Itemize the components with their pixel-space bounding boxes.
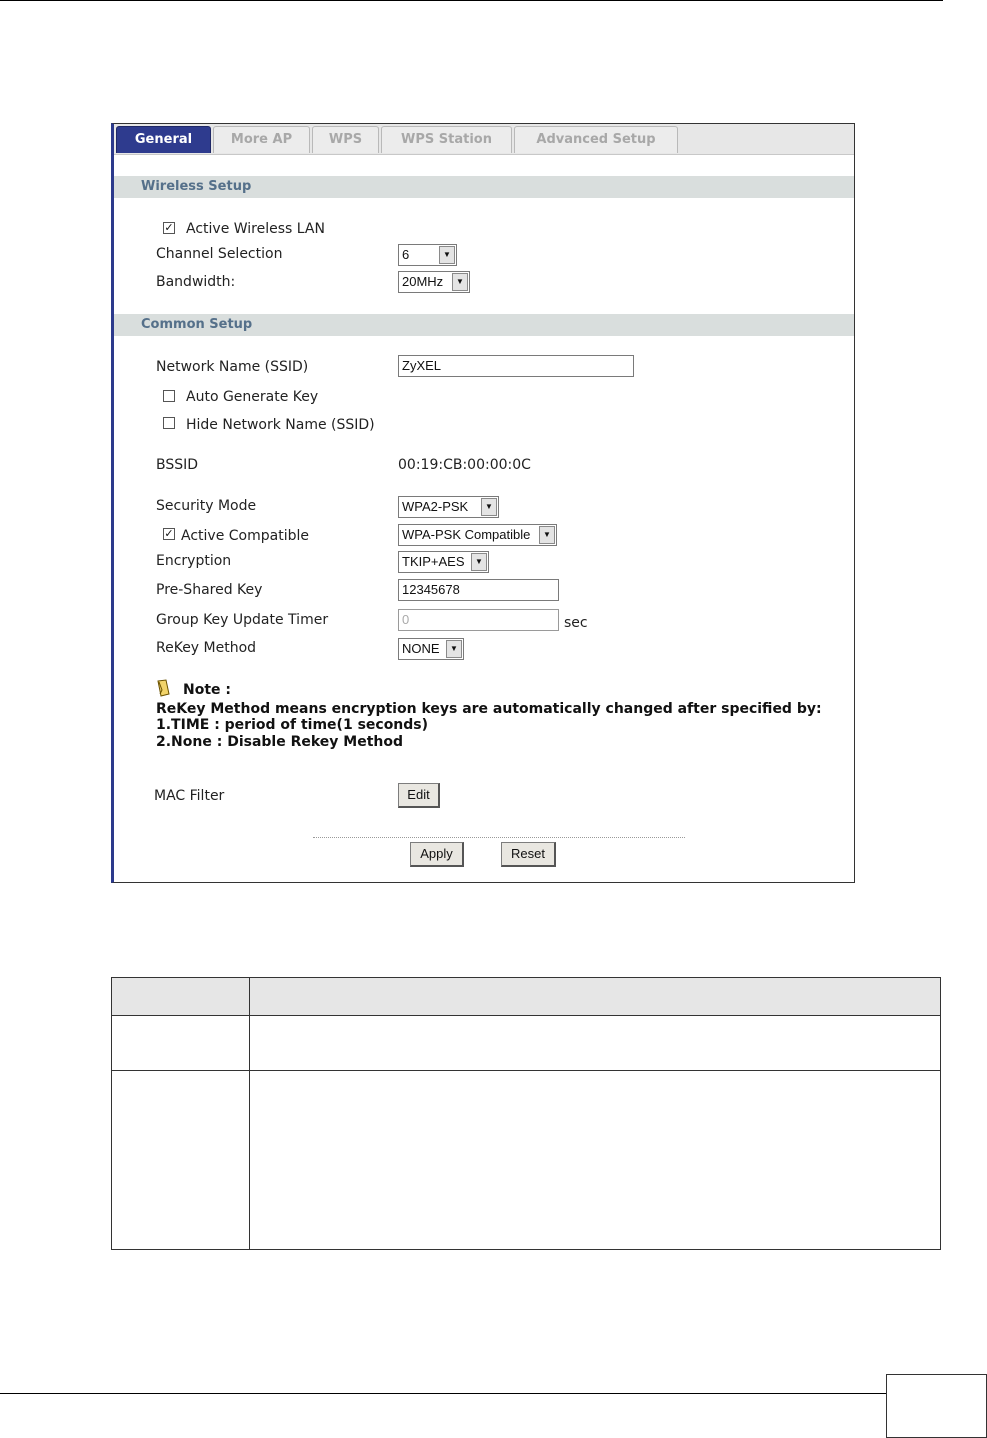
group-key-timer-unit: sec (564, 615, 588, 631)
mac-filter-edit-button[interactable]: Edit (398, 783, 440, 808)
table-cell (112, 1016, 250, 1071)
active-wireless-lan-checkbox[interactable]: ✓ (164, 221, 174, 234)
note-line-3: 2.None : Disable Rekey Method (156, 734, 404, 750)
encryption-select[interactable] (398, 551, 489, 573)
wireless-setup-heading: Wireless Setup (114, 176, 854, 198)
channel-selection-label: Channel Selection (156, 246, 283, 262)
ssid-input[interactable]: ZyXEL (398, 355, 634, 377)
hide-ssid-label: Hide Network Name (SSID) (186, 417, 375, 433)
bandwidth-label: Bandwidth: (156, 274, 236, 290)
chevron-down-icon: ▼ (539, 526, 555, 544)
security-mode-value: WPA2-PSK (402, 499, 469, 514)
mac-filter-label: MAC Filter (154, 788, 225, 804)
channel-select-value: 6 (402, 247, 410, 262)
description-table (111, 977, 941, 1250)
security-mode-select[interactable] (398, 496, 499, 518)
auto-generate-key-label: Auto Generate Key (186, 389, 319, 405)
tab-more-ap[interactable]: More AP (213, 126, 310, 153)
group-key-timer-label: Group Key Update Timer (156, 612, 329, 628)
rekey-method-value: NONE (402, 641, 440, 656)
tab-bar (114, 124, 854, 155)
bssid-label: BSSID (156, 457, 199, 473)
footer-rule (0, 1393, 886, 1394)
security-mode-label: Security Mode (156, 498, 257, 514)
tab-general[interactable]: General (116, 126, 211, 153)
encryption-label: Encryption (156, 553, 232, 569)
divider (313, 837, 685, 838)
rekey-method-label: ReKey Method (156, 640, 257, 656)
auto-generate-key-checkbox[interactable] (163, 390, 175, 402)
reset-button[interactable]: Reset (501, 842, 556, 867)
encryption-select-value: TKIP+AES (402, 554, 465, 569)
channel-select[interactable] (398, 244, 457, 266)
page-number-box (886, 1374, 987, 1438)
table-cell (250, 1016, 941, 1071)
group-key-timer-input[interactable]: 0 (398, 609, 559, 631)
pre-shared-key-label: Pre-Shared Key (156, 582, 263, 598)
table-header-cell (112, 978, 250, 1016)
active-wireless-lan-label: Active Wireless LAN (186, 221, 325, 237)
tab-wps-station[interactable]: WPS Station (381, 126, 512, 153)
chevron-down-icon: ▼ (452, 273, 468, 291)
chevron-down-icon: ▼ (471, 553, 487, 571)
header-rule (0, 0, 943, 1)
hide-ssid-checkbox[interactable] (163, 417, 175, 429)
table-cell (250, 1071, 941, 1250)
ssid-label: Network Name (SSID) (156, 359, 309, 375)
wireless-settings-panel (111, 123, 855, 883)
apply-button[interactable]: Apply (410, 842, 464, 867)
bandwidth-select[interactable] (398, 271, 470, 293)
active-compatible-label: Active Compatible (181, 528, 309, 544)
pre-shared-key-input[interactable]: 12345678 (398, 579, 559, 601)
compatible-select-value: WPA-PSK Compatible (402, 527, 531, 542)
rekey-method-select[interactable] (398, 638, 464, 660)
note-icon (156, 679, 171, 697)
table-header-cell (250, 978, 941, 1016)
table-row (112, 1071, 941, 1250)
note-line-2: 1.TIME : period of time(1 seconds) (156, 717, 429, 733)
active-compatible-checkbox[interactable]: ✓ (164, 527, 174, 540)
chevron-down-icon: ▼ (481, 498, 497, 516)
chevron-down-icon: ▼ (439, 246, 455, 264)
compatible-select[interactable] (398, 524, 557, 546)
note-title: Note : (183, 682, 231, 698)
bandwidth-select-value: 20MHz (402, 274, 444, 289)
tab-advanced-setup[interactable]: Advanced Setup (514, 126, 678, 153)
common-setup-heading: Common Setup (114, 314, 854, 336)
bssid-value: 00:19:CB:00:00:0C (398, 457, 531, 473)
table-cell (112, 1071, 250, 1250)
note-line-1: ReKey Method means encryption keys are automatically changed after specified by: (156, 701, 822, 717)
table-row (112, 1016, 941, 1071)
table-header-row (112, 978, 941, 1016)
tab-wps[interactable]: WPS (312, 126, 379, 153)
chevron-down-icon: ▼ (446, 640, 462, 658)
